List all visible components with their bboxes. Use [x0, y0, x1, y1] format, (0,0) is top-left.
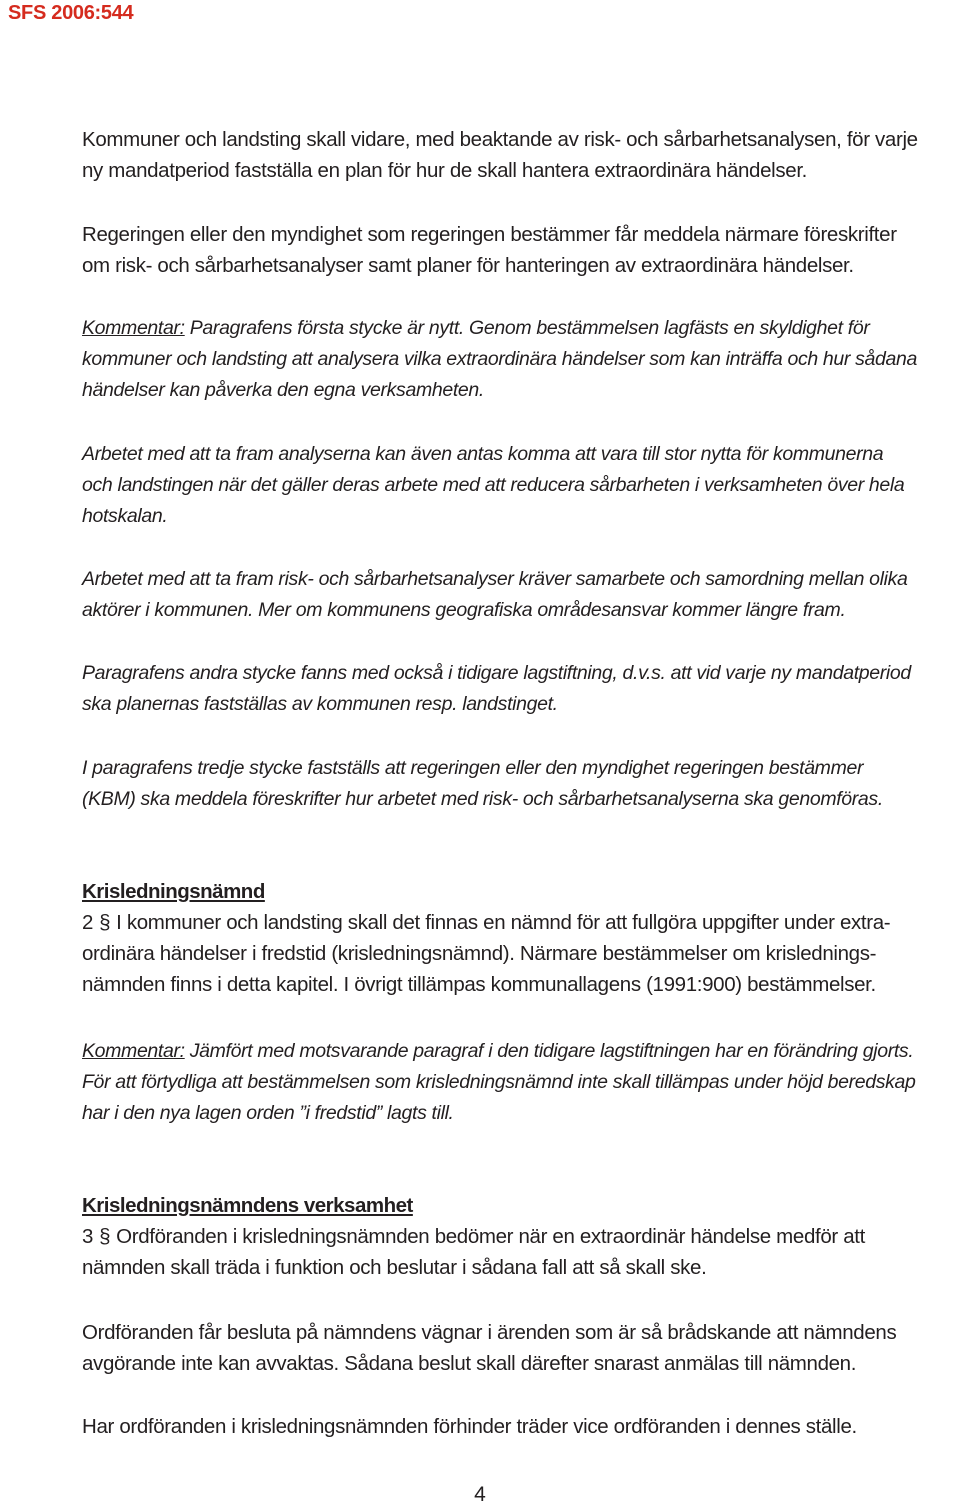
- text-line: ny mandatperiod fastställa en plan för hur de skall hantera extraordinära händelser.: [82, 159, 808, 182]
- text-line: Arbetet med att ta fram analyserna kan även antas komma att vara till stor nytta för kommunerna: [82, 443, 884, 465]
- comment-paragraph-3: [82, 564, 960, 626]
- comment-paragraph-6: [82, 1036, 960, 1129]
- text-line: [82, 907, 960, 938]
- text-line: kommuner och landsting att analysera vilka extraordinära händelser som kan inträffa och hur sådana: [82, 348, 918, 370]
- text-line: ska planernas fastställas av kommunen resp. landstinget.: [82, 693, 558, 715]
- section-heading: Krisledningsnämnd: [82, 880, 265, 903]
- section-3-paragraph-3: [82, 1411, 960, 1442]
- section-3: [82, 1190, 960, 1283]
- text-line: Regeringen eller den myndighet som regeringen bestämmer får meddela närmare föreskrifter: [82, 223, 897, 246]
- section-text: Ordföranden i krisledningsnämnden bedömer när en extraordinär händelse medför att: [116, 1225, 865, 1248]
- text-line: aktörer i kommunen. Mer om kommunens geografiska områdesansvar kommer längre fram.: [82, 599, 846, 621]
- comment-label: Kommentar:: [82, 1040, 185, 1062]
- text-line: (KBM) ska meddela föreskrifter hur arbetet med risk- och sårbarhetsanalyserna ska genomföras.: [82, 788, 883, 810]
- comment-paragraph-5: [82, 753, 960, 815]
- comment-text: Paragrafens första stycke är nytt. Genom bestämmelsen lagfästs en skyldighet för: [184, 317, 870, 339]
- text-line: avgörande inte kan avvaktas. Sådana beslut skall därefter snarast anmälas till nämnden.: [82, 1352, 857, 1375]
- text-line: Kommuner och landsting skall vidare, med beaktande av risk- och sårbarhetsanalysen, för varje: [82, 128, 918, 151]
- section-2: [82, 876, 960, 1000]
- text-line: Ordföranden får besluta på nämndens vägnar i ärenden som är så brådskande att nämndens: [82, 1321, 897, 1344]
- text-line: hotskalan.: [82, 505, 168, 527]
- section-heading: Krisledningsnämndens verksamhet: [82, 1194, 413, 1217]
- text-line: nämnden finns i detta kapitel. I övrigt tillämpas kommunallagens (1991:900) bestämmelser.: [82, 973, 876, 996]
- text-line: I paragrafens tredje stycke fastställs att regeringen eller den myndighet regeringen bestämmer: [82, 757, 864, 779]
- text-line: har i den nya lagen orden ”i fredstid” lagts till.: [82, 1102, 454, 1124]
- text-line: och landstingen när det gäller deras arbete med att reducera sårbarheten i verksamheten över hela: [82, 474, 905, 496]
- comment-text: Jämfört med motsvarande paragraf i den tidigare lagstiftningen har en förändring gjorts.: [184, 1040, 914, 1062]
- page-number: 4: [474, 1483, 486, 1506]
- document-reference: SFS 2006:544: [8, 2, 134, 24]
- section-text: I kommuner och landsting skall det finnas en nämnd för att fullgöra uppgifter under extra-: [116, 911, 891, 934]
- text-line: [82, 1221, 960, 1252]
- text-line: [82, 313, 960, 344]
- text-line: Paragrafens andra stycke fanns med också i tidigare lagstiftning, d.v.s. att vid varje ny mandatperiod: [82, 662, 911, 684]
- section-number: 2: [82, 911, 94, 934]
- text-line: [82, 1036, 960, 1067]
- comment-paragraph-4: [82, 658, 960, 720]
- law-paragraph-1: [82, 124, 960, 186]
- section-sign: §: [99, 1225, 111, 1248]
- text-line: Har ordföranden i krisledningsnämnden förhinder träder vice ordföranden i dennes ställe.: [82, 1415, 857, 1438]
- law-paragraph-2: [82, 219, 960, 281]
- comment-paragraph-2: [82, 439, 960, 532]
- text-line: ordinära händelser i fredstid (krisledningsnämnd). Närmare bestämmelser om krislednings-: [82, 942, 877, 965]
- comment-paragraph-1: [82, 313, 960, 406]
- text-line: om risk- och sårbarhetsanalyser samt planer för hanteringen av extraordinära händelser.: [82, 254, 854, 277]
- section-number: 3: [82, 1225, 94, 1248]
- section-3-paragraph-2: [82, 1317, 960, 1379]
- section-sign: §: [99, 911, 111, 934]
- text-line: nämnden skall träda i funktion och beslutar i sådana fall att så skall ske.: [82, 1256, 707, 1279]
- text-line: Arbetet med att ta fram risk- och sårbarhetsanalyser kräver samarbete och samordning mellan olika: [82, 568, 908, 590]
- comment-label: Kommentar:: [82, 317, 185, 339]
- text-line: För att förtydliga att bestämmelsen som krisledningsnämnd inte skall tillämpas under höjd beredskap: [82, 1071, 916, 1093]
- text-line: händelser kan påverka den egna verksamheten.: [82, 379, 484, 401]
